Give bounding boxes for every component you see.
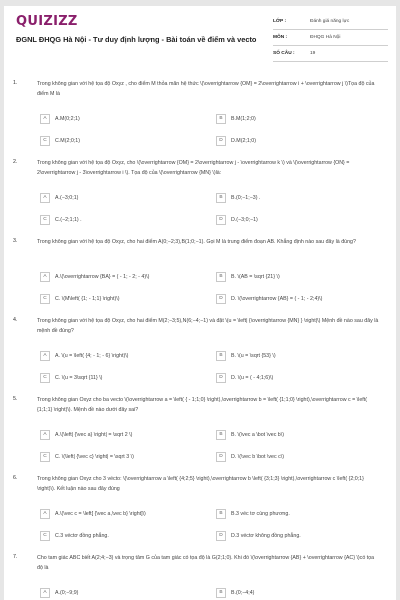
option-b[interactable] <box>216 350 276 361</box>
question-number: 4. <box>13 317 18 323</box>
option-text: B. \(AB = \sqrt {21} \) <box>231 273 280 280</box>
option-text: B.(0;−4;4) <box>231 589 255 596</box>
question-text: Trong không gian với hệ tọa độ Oxyz, cho \(\overrightarrow {OM} = 2\overrightarrow j - \overrightarrow k \) và \(\overrightarrow {ON} = 2\overrightarrow j - 3\overrightarrow i \). Tọa độ của \(\overrightarrow {MN} \)là: <box>37 160 350 176</box>
option-text: A.\(\left| {\vec a} \right| = \sqrt 2 \) <box>55 431 133 438</box>
option-b[interactable] <box>216 113 256 124</box>
option-c[interactable] <box>40 135 80 146</box>
option-letter-box: A <box>40 193 50 203</box>
option-c[interactable] <box>40 293 119 304</box>
option-letter-box: C <box>40 531 50 541</box>
option-letter-box: D <box>216 136 226 146</box>
option-d[interactable] <box>216 293 322 304</box>
option-text: D. \(\overrightarrow {AB} = ( - 1; - 2;4)\) <box>231 295 323 302</box>
question-text: Trong không gian với hệ tọa độ Oxyz , cho điểm M thỏa mãn hệ thức \(\overrightarrow {OM} = 2\overrightarrow i + \overrightarrow j \)Tọa độ của điểm M là <box>37 81 375 97</box>
option-letter-box: A <box>40 114 50 124</box>
option-letter-box: D <box>216 294 226 304</box>
option-b[interactable] <box>216 508 290 519</box>
worksheet-title: ĐGNL ĐHQG Hà Nội - Tư duy định lượng - Bài toán về điểm và vecto <box>16 35 257 44</box>
option-text: A.(−3;0;1) <box>55 194 79 201</box>
option-text: D.M(2;1;0) <box>231 137 257 144</box>
option-text: A. \(u = \left( {4; - 1; - 6} \right)\) <box>55 352 129 359</box>
option-letter-box: A <box>40 272 50 282</box>
question-text: Trong không gian với hệ tọa độ Oxyz, cho hai điểm A(0;−2;3),B(1;0;−1). Gọi M là trung điểm đoạn AB. Khẳng định nào sau đây là đúng? <box>37 239 356 245</box>
option-a[interactable] <box>40 350 128 361</box>
option-letter-box: A <box>40 588 50 598</box>
option-text: B. \(u = \sqrt {53} \) <box>231 352 276 359</box>
option-letter-box: B <box>216 351 226 361</box>
option-text: B.(0;−1;−3) . <box>231 194 261 201</box>
option-letter-box: D <box>216 373 226 383</box>
option-letter-box: B <box>216 588 226 598</box>
question-number: 7. <box>13 554 18 560</box>
option-text: C.M(2;0;1) <box>55 137 81 144</box>
option-text: C.(−2;1;1) . <box>55 216 82 223</box>
option-b[interactable] <box>216 271 280 282</box>
option-d[interactable] <box>216 372 273 383</box>
option-text: A.\(\vec c = \left[ {\vec a,\vec b} \right]\) <box>55 510 146 517</box>
option-a[interactable] <box>40 192 78 203</box>
option-b[interactable] <box>216 587 254 598</box>
option-letter-box: D <box>216 452 226 462</box>
option-text: C. \(u = 3\sqrt {11} \) <box>55 374 103 381</box>
question-number: 3. <box>13 238 18 244</box>
option-text: D.3 véctơ không đồng phẳng. <box>231 532 301 539</box>
option-a[interactable] <box>40 508 146 519</box>
option-text: D. \(\vec b \bot \vec c\) <box>231 453 284 460</box>
option-a[interactable] <box>40 113 80 124</box>
option-a[interactable] <box>40 271 149 282</box>
option-text: C. \(\left| {\vec c} \right| = \sqrt 3 \) <box>55 453 134 460</box>
meta-row-class <box>273 14 388 30</box>
option-letter-box: A <box>40 509 50 519</box>
quizizz-logo: QUIZIZZ <box>16 14 78 29</box>
question-number: 6. <box>13 475 18 481</box>
option-d[interactable] <box>216 451 284 462</box>
option-letter-box: C <box>40 452 50 462</box>
option-text: A.M(0;2;1) <box>55 115 80 122</box>
option-letter-box: A <box>40 430 50 440</box>
question-number: 2. <box>13 159 18 165</box>
worksheet-header <box>4 6 396 66</box>
option-letter-box: B <box>216 509 226 519</box>
option-text: C. \(M\left( {1; - 1;1} \right)\) <box>55 295 120 302</box>
option-text: B.M(1;2;0) <box>231 115 256 122</box>
option-text: A.\(\overrightarrow {BA} = ( - 1; - 2; - 4)\) <box>55 273 150 280</box>
option-b[interactable] <box>216 429 284 440</box>
option-d[interactable] <box>216 135 256 146</box>
option-text: A.(0;−9;9) <box>55 589 79 596</box>
option-d[interactable] <box>216 530 301 541</box>
meta-value-subject: ĐHQG Hà Nội <box>310 35 341 40</box>
option-text: D.(−3;0;−1) <box>231 216 258 223</box>
question-number: 1. <box>13 80 18 86</box>
option-letter-box: B <box>216 430 226 440</box>
option-letter-box: D <box>216 215 226 225</box>
option-text: B. \(\vec a \bot \vec b\) <box>231 431 284 438</box>
option-letter-box: B <box>216 193 226 203</box>
meta-value-question-count: 19 <box>310 51 316 56</box>
question-text: Trong không gian với hệ tọa độ Oxyz, cho hai điểm M(2;−3;5),N(6;−4;−1) và đặt \(u = \left| {\overrightarrow {MN} } \right|\) Mệnh đề nào sau đây là mệnh đề đúng? <box>37 318 379 334</box>
option-c[interactable] <box>40 451 134 462</box>
meta-value-class: Đánh giá năng lực <box>310 19 350 24</box>
option-letter-box: C <box>40 373 50 383</box>
meta-label-question-count: SỐ CÂU : <box>273 51 295 56</box>
option-letter-box: C <box>40 136 50 146</box>
option-text: C.3 véctơ đồng phẳng. <box>55 532 109 539</box>
question-text: Cho tam giác ABC biết A(2;4;−3) và trọng tâm G của tam giác có tọa độ là G(2;1;0). Khi đó \(\overrightarrow {AB} + \overrightarrow {AC} \)có tọa độ là <box>37 555 375 571</box>
meta-row-question-count <box>273 46 388 62</box>
option-letter-box: B <box>216 272 226 282</box>
option-a[interactable] <box>40 587 78 598</box>
worksheet-meta <box>273 14 388 62</box>
question-text: Trong không gian Oxyz cho 3 vécto: \(\overrightarrow a \left( {4;2;5} \right),\overrightarrow b \left( {3;1;3} \right),\overrightarrow c \left( {2;0;1} \right)\). Kết luận nào sau đây đúng <box>37 476 364 492</box>
worksheet-page <box>4 6 396 600</box>
question-number: 5. <box>13 396 18 402</box>
option-b[interactable] <box>216 192 260 203</box>
meta-row-subject <box>273 30 388 46</box>
question-text: Trong không gian Oxyz cho ba vecto \(\overrightarrow a = \left( { - 1;1;0} \right),\overrightarrow b = \left( {1;1;0} \right),\overrightarrow c = \left( {1;1;1} \right)\). Mệnh đề nào dưới đây sai? <box>37 397 367 413</box>
option-a[interactable] <box>40 429 132 440</box>
option-letter-box: D <box>216 531 226 541</box>
option-letter-box: B <box>216 114 226 124</box>
option-letter-box: A <box>40 351 50 361</box>
option-c[interactable] <box>40 214 82 225</box>
option-text: D. \(u = ( - 4;1;6)\) <box>231 374 274 381</box>
option-c[interactable] <box>40 372 102 383</box>
option-text: B.3 véc tơ cùng phương. <box>231 510 290 517</box>
option-letter-box: C <box>40 215 50 225</box>
option-d[interactable] <box>216 214 258 225</box>
meta-label-subject: MÔN : <box>273 35 288 40</box>
option-letter-box: C <box>40 294 50 304</box>
meta-label-class: LỚP : <box>273 19 287 24</box>
option-c[interactable] <box>40 530 109 541</box>
